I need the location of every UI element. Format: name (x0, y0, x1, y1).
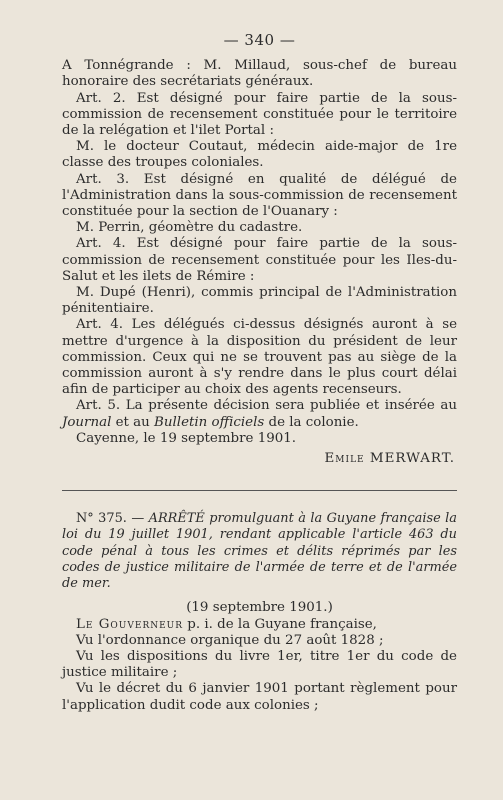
article-5 (62, 398, 457, 430)
article-3-person: M. Perrin, géomètre du cadastre. (76, 220, 303, 236)
page-number: — 340 — (223, 31, 296, 49)
article-5-text-b: et au (111, 414, 155, 430)
governor-title: Le Gouverneur (76, 616, 184, 632)
vu-ordonnance: Vu l'ordonnance organique du 27 août 1828 ; (76, 632, 384, 648)
article-2: Art. 2. Est désigné pour faire partie de la sous-commission de recensement constituée pour le territoire de la relégation et l'ilet Portal : (62, 90, 457, 139)
arrete-date: (19 septembre 1901.) (186, 600, 333, 616)
article-4: Art. 4. Est désigné pour faire partie de la sous-commission de recensement constituée pour les Iles-du-Salut et les ilets de Rémire : (62, 236, 457, 284)
paragraph-tonnegrande: A Tonnégrande : M. Millaud, sous-chef de bureau honoraire des secrétariats généraux. (62, 58, 457, 90)
arrete-heading (62, 511, 457, 592)
section-divider (62, 490, 457, 491)
article-4-delegates: Art. 4. Les délégués ci-dessus désignés auront à se mettre d'urgence à la disposition du président de leur commission. Ceux qui ne se trouvent pas au siège de la commission auront à s'y rendre dans le plus court délai afin de participer au choix des agents recenseurs. (62, 317, 457, 398)
vu-dispositions: Vu les dispositions du livre 1er, titre 1er du code de justice militaire ; (62, 648, 457, 681)
page-content (62, 32, 457, 714)
governor-rest: p. i. de la Guyane française, (183, 616, 377, 632)
article-5-bulletin: Bulletin officiels (154, 414, 265, 430)
article-2-person: M. le docteur Coutaut, médecin aide-major de 1re classe des troupes coloniales. (62, 139, 457, 171)
signature: Emile MERWART. (324, 451, 455, 467)
arrete-title: ARRÊTÉ promulguant à la Guyane française la loi du 19 juillet 1901, rendant applicable l'article 463 du code pénal à tous les crimes et délits réprimés par les codes de justice militaire de l'armée de terre et de l'armée de mer. (62, 511, 457, 592)
governor-line (62, 617, 457, 633)
article-5-text-a: Art. 5. La présente décision sera publiée et insérée au (76, 398, 457, 414)
arrete-number: N° 375. — (76, 511, 149, 527)
article-4-person: M. Dupé (Henri), commis principal de l'Administration pénitentiaire. (62, 285, 457, 317)
article-5-journal: Journal (62, 414, 112, 430)
article-5-text-c: de la colonie. (264, 414, 359, 430)
article-3: Art. 3. Est désigné en qualité de délégué de l'Administration dans la sous-commission de recensement constituée pour la section de l'Ouanary : (62, 171, 457, 220)
vu-decret: Vu le décret du 6 janvier 1901 portant règlement pour l'application dudit code aux colonies ; (62, 681, 457, 713)
date-line: Cayenne, le 19 septembre 1901. (76, 430, 297, 446)
